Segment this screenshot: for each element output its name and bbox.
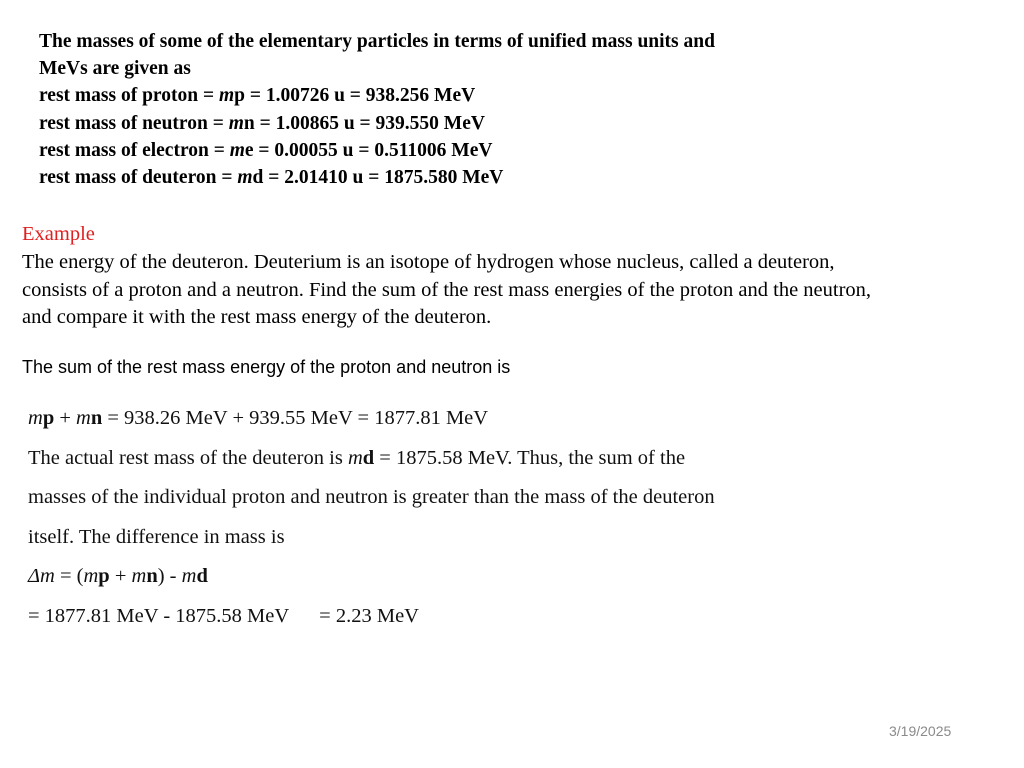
proton-mass-line: rest mass of proton = mp = 1.00726 u = 938.256 MeV	[39, 85, 476, 107]
solution-block	[28, 399, 828, 637]
example-text-line-2: consists of a proton and a neutron. Find the sum of the rest mass energies of the proton and the neutron,	[22, 278, 872, 301]
mass-symbol: m	[228, 112, 244, 134]
solution-text-line-3: masses of the individual proton and neutron is greater than the mass of the deuteron	[28, 486, 715, 509]
solution-intro-text: The sum of the rest mass energy of the proton and neutron is	[22, 357, 511, 377]
sum-equation: mp + mn = 938.26 MeV + 939.55 MeV = 1877.81 MeV	[28, 407, 489, 429]
neutron-mass-line: rest mass of neutron = mn = 1.00865 u = 939.550 MeV	[39, 112, 485, 134]
mass-symbol: m	[237, 167, 253, 189]
masses-intro-line-1: The masses of some of the elementary particles in terms of unified mass units and	[39, 31, 715, 52]
example-heading: Example	[22, 223, 95, 245]
slide-date: 3/19/2025	[889, 723, 952, 739]
mass-symbol: m	[229, 139, 245, 161]
electron-mass-line: rest mass of electron = me = 0.00055 u = 0.511006 MeV	[39, 139, 493, 161]
mass-symbol: m	[218, 85, 235, 107]
deuteron-mass-statement: The actual rest mass of the deuteron is md = 1875.58 MeV. Thus, the sum of the	[28, 446, 686, 469]
deuteron-mass-line: rest mass of deuteron = md = 2.01410 u = 1875.580 MeV	[39, 167, 504, 189]
solution-text-line-4: itself. The difference in mass is	[28, 525, 285, 548]
example-text-line-3: and compare it with the rest mass energy of the deuteron.	[22, 306, 492, 329]
particle-masses-block	[39, 28, 899, 191]
mass-difference-equation: Δm = (mp + mn) - md	[28, 565, 208, 588]
example-text-line-1: The energy of the deuteron. Deuterium is an isotope of hydrogen whose nucleus, called a deuteron,	[22, 250, 835, 273]
mass-difference-result: = 1877.81 MeV - 1875.58 MeV = 2.23 MeV	[28, 604, 419, 627]
example-block	[22, 221, 1012, 332]
masses-intro-line-2: MeVs are given as	[39, 58, 191, 80]
